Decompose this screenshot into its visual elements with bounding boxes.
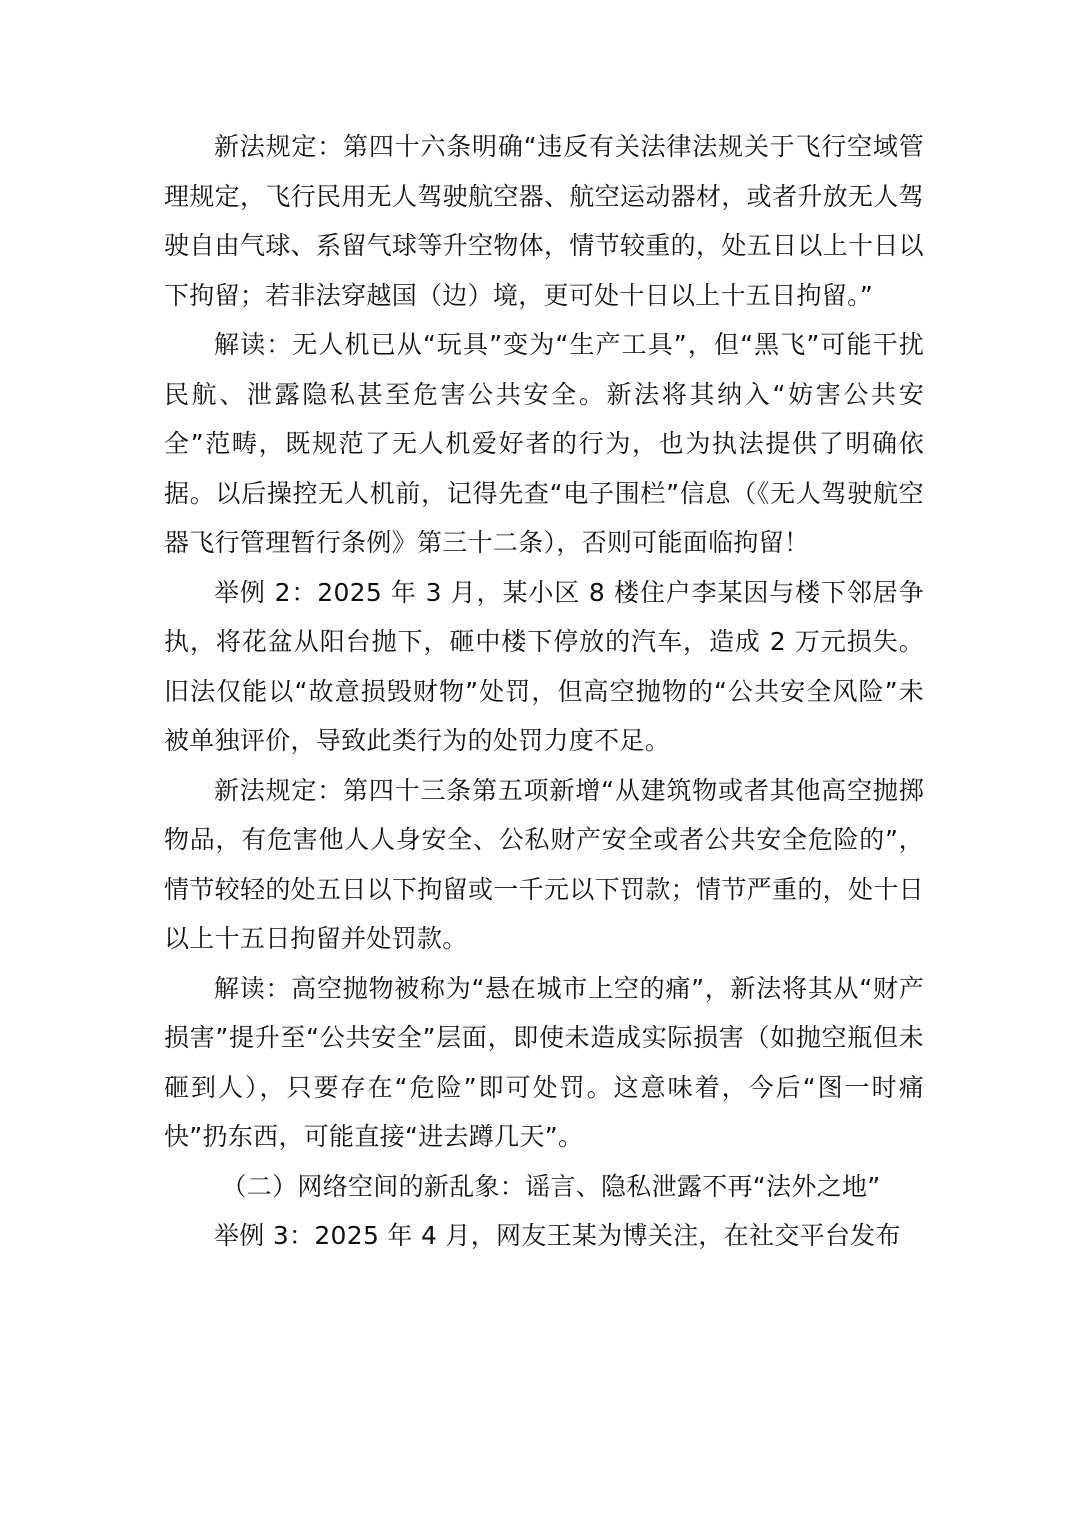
document-body [164, 122, 924, 1261]
section-heading-cyberspace: （二）网络空间的新乱象：谣言、隐私泄露不再“法外之地” [221, 1171, 881, 1201]
paragraph-interpretation-drones: 解读：无人机已从“玩具”变为“生产工具”，但“黑飞”可能干扰民航、泄露隐私甚至危害公共安全。新法将其纳入“妨害公共安全”范畴，既规范了无人机爱好者的行为，也为执法提供了明确依据。以后操控无人机前，记得先查“电子围栏”信息（《无人驾驶航空器飞行管理暂行条例》第三十二条），否则可能面临拘留！ [164, 330, 924, 557]
paragraph-new-law-article-43: 新法规定：第四十三条第五项新增“从建筑物或者其他高空抛掷物品，有危害他人人身安全、公私财产安全或者公共安全危险的”，情节较轻的处五日以下拘留或一千元以下罚款；情节严重的，处十日以上十五日拘留并处罚款。 [164, 775, 924, 953]
paragraph-interpretation-high-altitude: 解读：高空抛物被称为“悬在城市上空的痛”，新法将其从“财产损害”提升至“公共安全”层面，即使未造成实际损害（如抛空瓶但未砸到人），只要存在“危险”即可处罚。这意味着，今后“图一时痛快”扔东西，可能直接“进去蹲几天”。 [164, 973, 924, 1151]
paragraph-example-3: 举例 3：2025 年 4 月，网友王某为博关注，在社交平台发布 [214, 1221, 901, 1250]
paragraph-example-2: 举例 2：2025 年 3 月，某小区 8 楼住户李某因与楼下邻居争执，将花盆从阳台抛下，砸中楼下停放的汽车，造成 2 万元损失。旧法仅能以“故意损毁财物”处罚，但高空抛物的“公共安全风险”未被单独评价，导致此类行为的处罚力度不足。 [164, 577, 924, 755]
paragraph-new-law-article-46: 新法规定：第四十六条明确“违反有关法律法规关于飞行空域管理规定，飞行民用无人驾驶航空器、航空运动器材，或者升放无人驾驶自由气球、系留气球等升空物体，情节较重的，处五日以上十日以下拘留；若非法穿越国（边）境，更可处十日以上十五日拘留。” [164, 132, 924, 310]
